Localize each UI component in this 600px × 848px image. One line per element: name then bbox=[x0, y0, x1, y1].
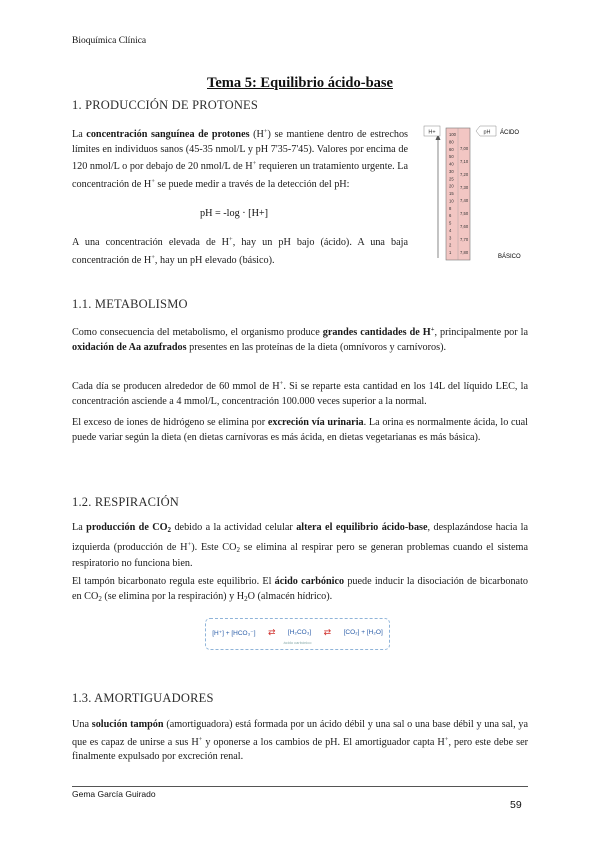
h-tick-label: 2 bbox=[449, 242, 452, 248]
running-header: Bioquímica Clínica bbox=[72, 36, 147, 46]
h-tick-label: 20 bbox=[449, 183, 454, 189]
h-label: H+ bbox=[428, 129, 436, 136]
h-tick-label: 50 bbox=[449, 154, 454, 160]
h-tick-label: 80 bbox=[449, 139, 454, 145]
h-tick-label: 25 bbox=[449, 176, 454, 182]
h-tick-label: 8 bbox=[449, 205, 452, 211]
h-tick-label: 3 bbox=[449, 235, 452, 241]
paragraph-metabolism-2: Cada día se producen alrededor de 60 mmol de H+. Si se reparte esta cantidad en los 14L del líquido LEC, la concentración asciende a 4 mmol/L, concentración 100.000 veces superior a la normal. bbox=[72, 380, 528, 407]
equation-right: [CO₂] + [H₂O] bbox=[343, 629, 383, 636]
ph-formula: pH = -log · [H+] bbox=[200, 208, 269, 219]
h-tick-label: 40 bbox=[449, 161, 454, 167]
paragraph-ph-relation: A una concentración elevada de H+, hay un pH bajo (ácido). A una baja concentración de H+, hay un pH elevado (básico). bbox=[72, 236, 408, 266]
section-heading-1: 1. PRODUCCIÓN DE PROTONES bbox=[72, 98, 259, 112]
paragraph-respiration-2: El tampón bicarbonato regula este equilibrio. El ácido carbónico puede inducir la disociación de bicarbonato en $CO_2$ (se elimina por la respiración) y $H_2O$ (almacén hídrico). bbox=[72, 576, 528, 603]
bicarbonate-equation bbox=[205, 618, 390, 650]
section-heading-1-3: 1.3. AMORTIGUADORES bbox=[72, 691, 214, 705]
h-tick-label: 6 bbox=[449, 213, 452, 219]
ph-label: pH bbox=[483, 129, 491, 136]
acid-label: ÁCIDO bbox=[500, 130, 520, 136]
equilibrium-arrow-icon: ⇄ bbox=[323, 627, 332, 637]
paragraph-metabolism-3: El exceso de iones de hidrógeno se elimina por excreción vía urinaria. La orina es normalmente ácida, lo cual puede variar según la dieta (en dietas carnívoras es más ácida, en dietas vegetarianas es más básica). bbox=[72, 417, 528, 443]
equation-middle: [H₂CO₃] bbox=[287, 629, 312, 636]
ph-tick-label: 7,30 bbox=[460, 185, 469, 190]
ph-tick-label: 7,60 bbox=[460, 224, 469, 229]
ph-tick-label: 7,70 bbox=[460, 237, 469, 242]
page-title: Tema 5: Equilibrio ácido-base bbox=[207, 75, 393, 91]
ph-tick-label: 7,50 bbox=[460, 211, 469, 216]
h-tick-label: 1 bbox=[449, 250, 452, 255]
ph-tick-label: 7,10 bbox=[460, 159, 469, 164]
h-tick-label: 100 bbox=[449, 132, 456, 137]
ph-tick-label: 7,40 bbox=[460, 198, 469, 203]
page-number: 59 bbox=[510, 799, 522, 811]
h-tick-label: 10 bbox=[449, 198, 454, 204]
equilibrium-arrow-icon: ⇄ bbox=[267, 627, 276, 637]
h-tick-label: 60 bbox=[449, 146, 454, 152]
paragraph-metabolism-1: Como consecuencia del metabolismo, el organismo produce grandes cantidades de H+, principalmente por la oxidación de Aa azufrados presentes en las proteínas de la dieta (omnívoros y carnívoros). bbox=[72, 326, 528, 353]
paragraph-protons: La concentración sanguínea de protones (H+) se mantiene dentro de estrechos límites en individuos sanos (45-35 nmol/L y pH 7'35-7'45). Valores por encima de 120 nmol/L o por debajo de 20 nmol/L de H+ requieren un tratamiento urgente. La concentración de H+ se puede medir a través de la detección del pH: bbox=[72, 128, 409, 190]
h-tick-label: 15 bbox=[449, 191, 454, 196]
section-heading-1-2: 1.2. RESPIRACIÓN bbox=[72, 495, 180, 509]
ph-tick-label: 7,00 bbox=[460, 146, 469, 151]
footer-divider bbox=[72, 786, 528, 787]
paragraph-buffers: Una solución tampón (amortiguadora) está formada por un ácido débil y una sal o una base débil y una sal, ya que es capaz de unirse a sus H+ y oponerse a los cambios de pH. El amortiguador capta H+, pero este debe ser finalmente expulsado por excreción renal. bbox=[72, 719, 528, 763]
paragraph-respiration-1: La producción de $CO_2$ debido a la actividad celular altera el equilibrio ácido-base, desplazándose hacia la izquierda (producción de H+). Este $CO_2$ se elimina al respirar pero se generan problemas cuando el sistema respiratorio no funciona bien. bbox=[72, 522, 529, 570]
section-heading-1-1: 1.1. METABOLISMO bbox=[72, 297, 188, 311]
equation-caption: ácido carbónico bbox=[283, 640, 312, 645]
ph-tick-label: 7,80 bbox=[460, 250, 469, 255]
footer-author: Gema García Guirado bbox=[72, 789, 156, 799]
basic-label: BÁSICO bbox=[498, 254, 521, 260]
ph-scale-figure bbox=[420, 124, 530, 264]
h-tick-label: 4 bbox=[449, 227, 452, 233]
h-tick-label: 30 bbox=[449, 168, 454, 174]
ph-tick-label: 7,20 bbox=[460, 172, 469, 177]
equation-left: [H⁺] + [HCO₃⁻] bbox=[212, 629, 256, 637]
h-tick-label: 5 bbox=[449, 220, 452, 226]
